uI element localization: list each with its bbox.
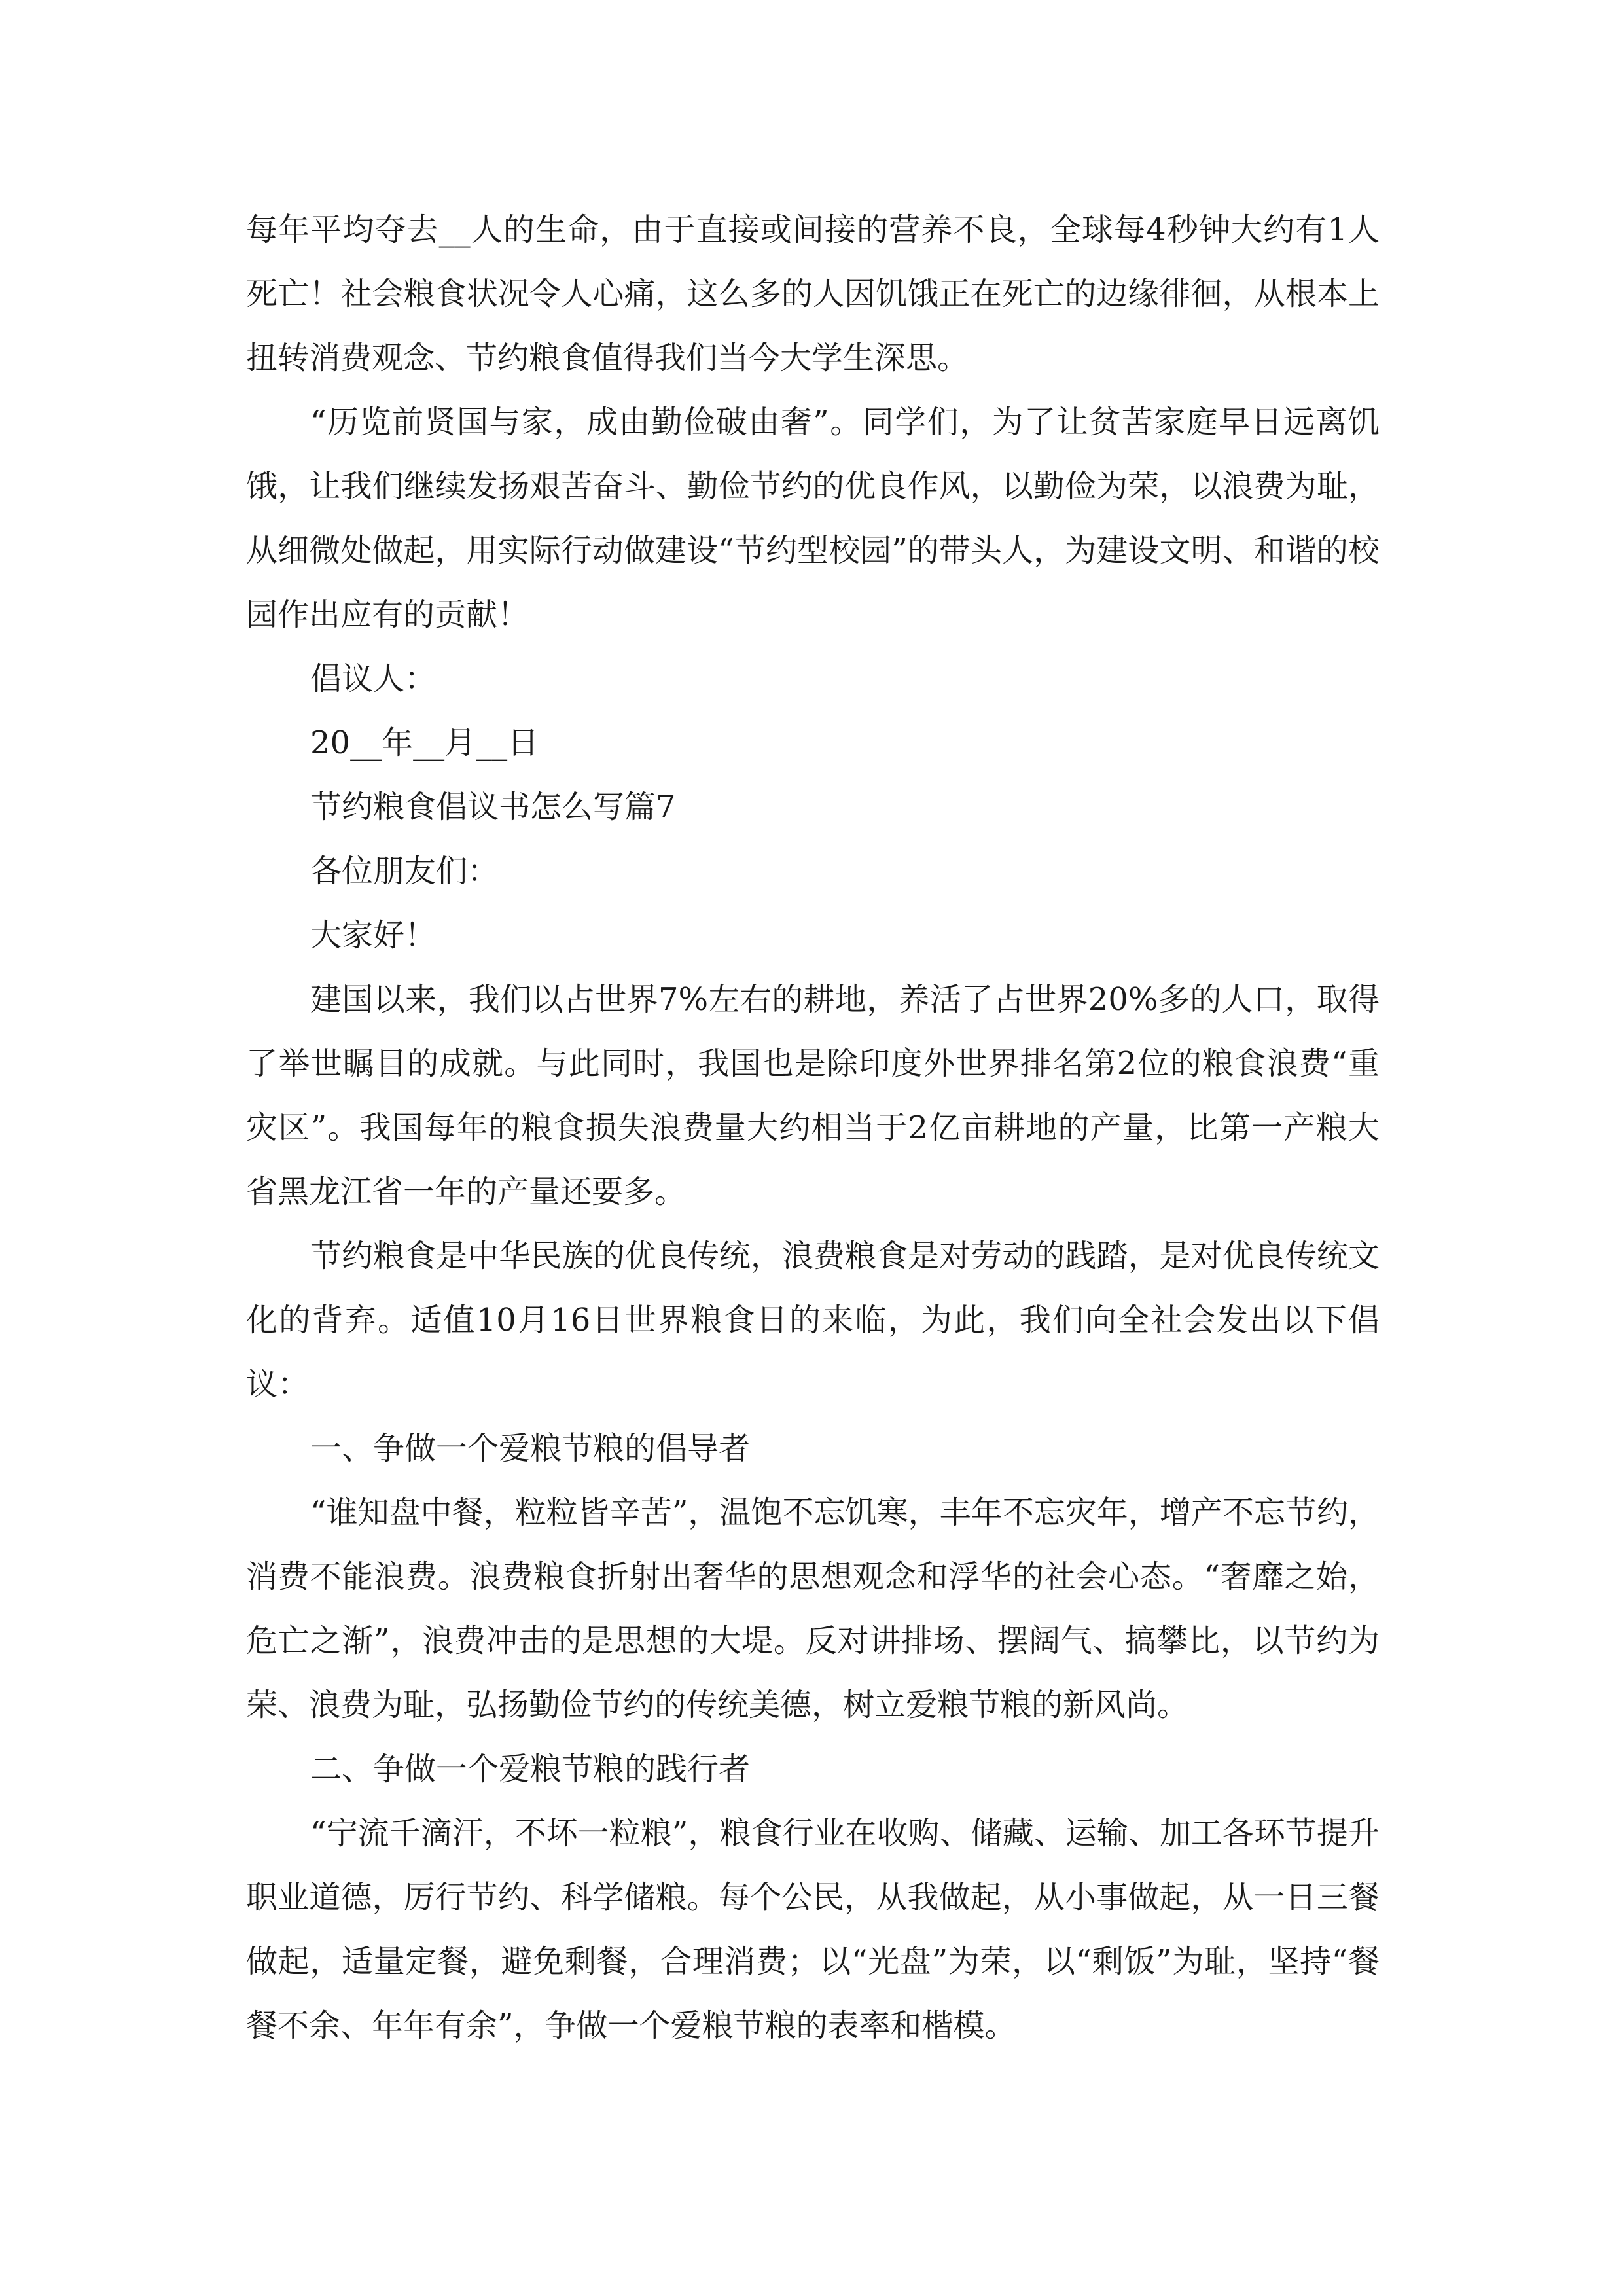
paragraph-background: 建国以来，我们以占世界7%左右的耕地，养活了占世界20%多的人口，取得了举世瞩目的成就。与此同时，我国也是除印度外世界排名第2位的粮食浪费“重灾区”。我国每年的粮食损失浪费量大约相当于2亿亩耕地的产量，比第一产粮大省黑龙江省一年的产量还要多。	[246, 981, 1380, 1210]
paragraph-appeal: “历览前贤国与家，成由勤俭破由奢”。同学们，为了让贫苦家庭早日远离饥饿，让我们继续发扬艰苦奋斗、勤俭节约的优良作风，以勤俭为荣，以浪费为耻，从细微处做起，用实际行动做建设“节约型校园”的带头人，为建设文明、和谐的校园作出应有的贡献！	[246, 404, 1380, 633]
proposal-heading-1: 一、争做一个爱粮节粮的倡导者	[310, 1430, 751, 1467]
signature-label: 倡议人：	[310, 660, 437, 697]
date-line: 20__年__月__日	[310, 725, 539, 761]
proposal-body-2: “宁流千滴汗，不坏一粒粮”，粮食行业在收购、储藏、运输、加工各环节提升职业道德，厉行节约、科学储粮。每个公民，从我做起，从小事做起，从一日三餐做起，适量定餐，避免剩餐，合理消费；以“光盘”为荣，以“剩饭”为耻，坚持“餐餐不余、年年有余”，争做一个爱粮节粮的表率和楷模。	[246, 1815, 1380, 2044]
proposal-body-1: “谁知盘中餐，粒粒皆辛苦”，温饱不忘饥寒，丰年不忘灾年，增产不忘节约，消费不能浪费。浪费粮食折射出奢华的思想观念和浮华的社会心态。“奢靡之始，危亡之渐”，浪费冲击的是思想的大堤。反对讲排场、摆阔气、搞攀比，以节约为荣、浪费为耻，弘扬勤俭节约的传统美德，树立爱粮节粮的新风尚。	[246, 1494, 1380, 1723]
salutation: 各位朋友们：	[310, 853, 499, 889]
document-body	[246, 198, 1380, 2058]
greeting: 大家好！	[310, 917, 437, 954]
paragraph-tradition: 节约粮食是中华民族的优良传统，浪费粮食是对劳动的践踏，是对优良传统文化的背弃。适值10月16日世界粮食日的来临，为此，我们向全社会发出以下倡议：	[246, 1238, 1380, 1403]
section-title: 节约粮食倡议书怎么写篇7	[310, 789, 676, 825]
paragraph-continuation: 每年平均夺去__人的生命，由于直接或间接的营养不良，全球每4秒钟大约有1人死亡！社会粮食状况令人心痛，这么多的人因饥饿正在死亡的边缘徘徊，从根本上扭转消费观念、节约粮食值得我们当今大学生深思。	[246, 211, 1380, 376]
proposal-heading-2: 二、争做一个爱粮节粮的践行者	[310, 1751, 751, 1787]
